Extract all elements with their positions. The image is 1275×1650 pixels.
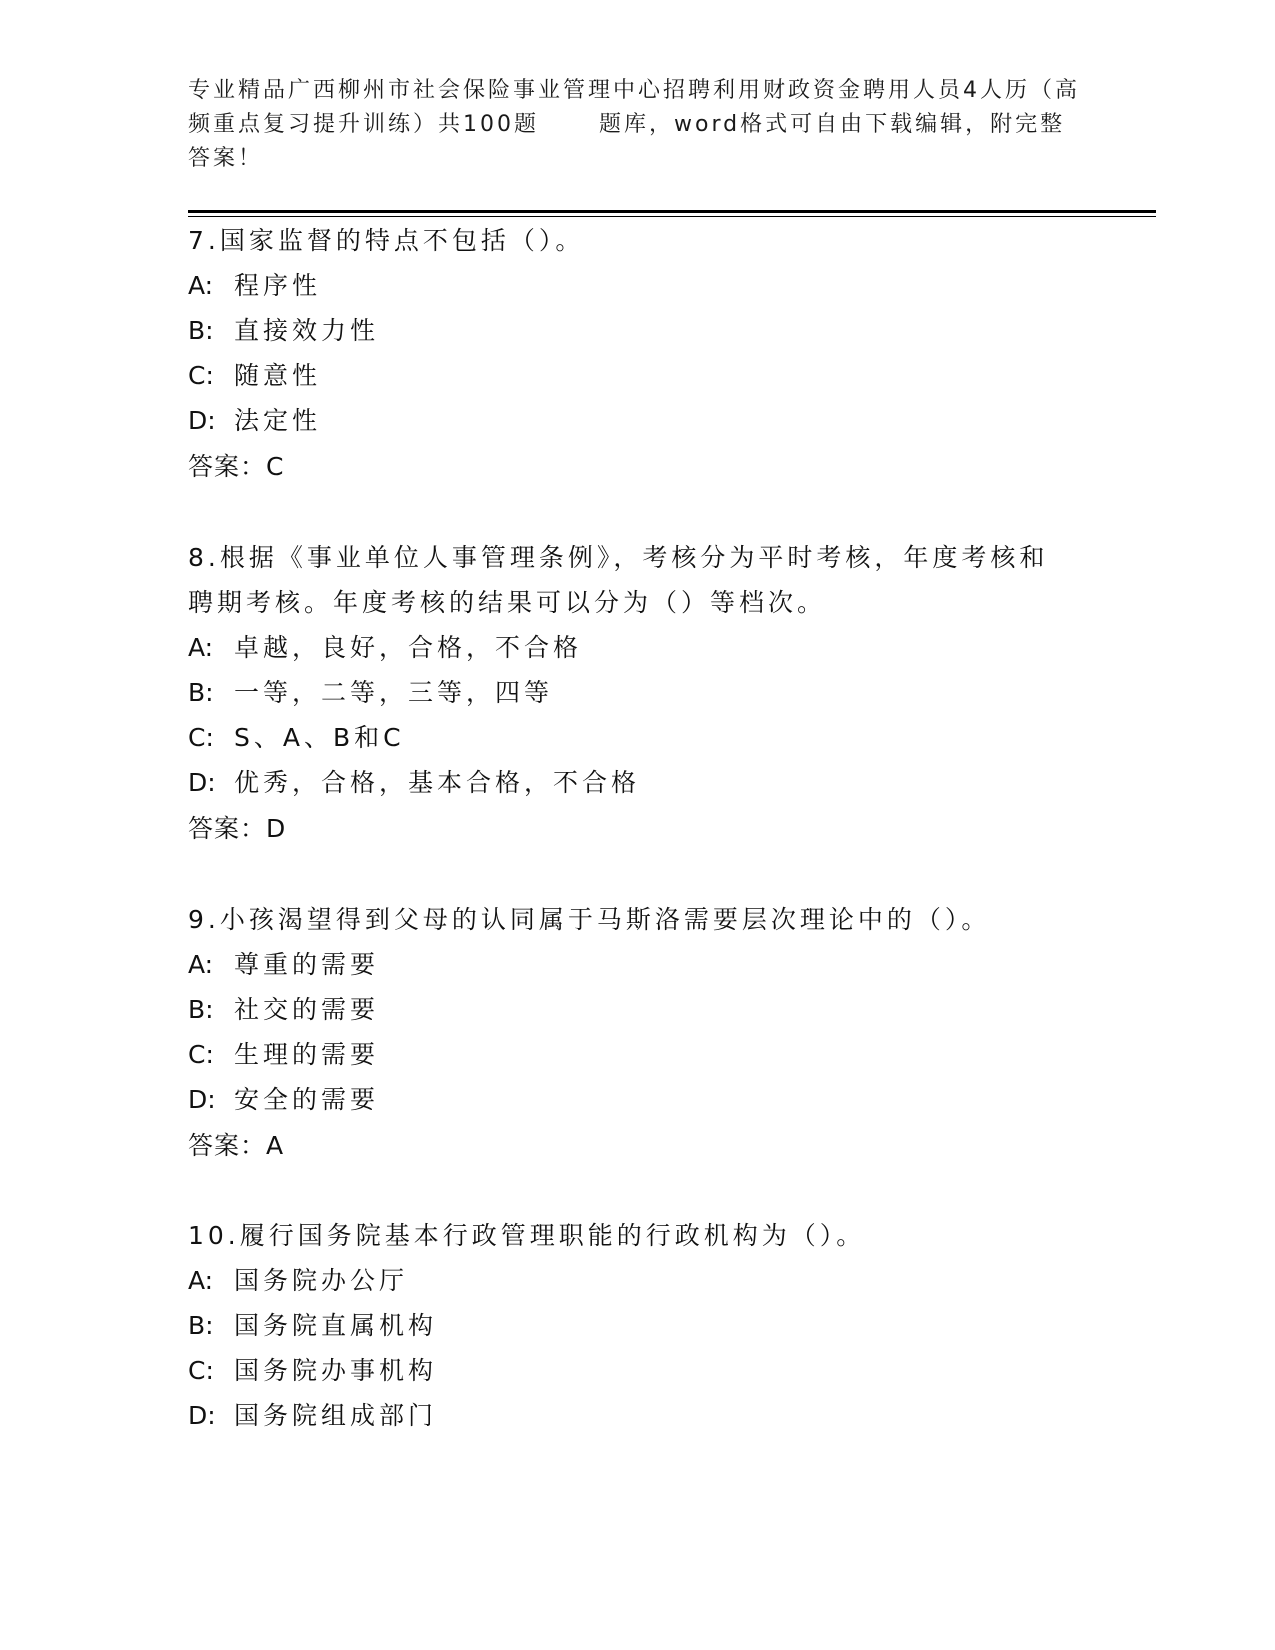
question-7 <box>188 218 1128 490</box>
option-key: A: <box>188 1266 214 1295</box>
option-c <box>188 1348 1128 1393</box>
option-key: B: <box>188 678 214 707</box>
option-d <box>188 760 1128 805</box>
option-d <box>188 1393 1128 1438</box>
header-divider-thin <box>188 216 1156 217</box>
header-line-1: 专业精品广西柳州市社会保险事业管理中心招聘利用财政资金聘用人员4人历（高 <box>188 78 1080 103</box>
header-line-2 <box>188 108 1088 142</box>
header-line-3: 答案！ <box>188 146 264 171</box>
option-text: 优秀，合格，基本合格，不合格 <box>234 768 641 797</box>
document-header <box>188 74 1088 176</box>
option-key: B: <box>188 995 214 1024</box>
option-text: 国务院办事机构 <box>234 1356 438 1385</box>
option-text: 直接效力性 <box>234 316 380 345</box>
answer-line: 答案：A <box>188 1131 285 1160</box>
option-a <box>188 625 1128 670</box>
answer-line: 答案：D <box>188 814 287 843</box>
option-b <box>188 987 1128 1032</box>
header-line-2-part-b: 题库，word格式可自由下载编辑，附完整 <box>599 112 1066 137</box>
option-text: 国务院组成部门 <box>234 1401 438 1430</box>
option-text: S、A、B和C <box>234 723 405 752</box>
option-key: A: <box>188 271 214 300</box>
option-b <box>188 308 1128 353</box>
option-key: C: <box>188 723 214 752</box>
option-key: B: <box>188 316 214 345</box>
option-text: 一等，二等，三等，四等 <box>234 678 554 707</box>
option-key: B: <box>188 1311 214 1340</box>
option-a <box>188 1258 1128 1303</box>
option-key: C: <box>188 1356 214 1385</box>
option-key: D: <box>188 1085 216 1114</box>
option-a <box>188 263 1128 308</box>
option-a <box>188 942 1128 987</box>
option-text: 随意性 <box>234 361 322 390</box>
question-9 <box>188 897 1128 1169</box>
option-key: C: <box>188 361 214 390</box>
option-key: D: <box>188 406 216 435</box>
option-text: 程序性 <box>234 271 322 300</box>
option-text: 安全的需要 <box>234 1085 380 1114</box>
header-divider-thick <box>188 210 1156 213</box>
option-b <box>188 670 1128 715</box>
option-key: D: <box>188 768 216 797</box>
option-key: C: <box>188 1040 214 1069</box>
question-stem: 9.小孩渴望得到父母的认同属于马斯洛需要层次理论中的（）。 <box>188 905 991 934</box>
option-key: D: <box>188 1401 216 1430</box>
question-stem: 10.履行国务院基本行政管理职能的行政机构为（）。 <box>188 1221 866 1250</box>
option-text: 国务院办公厅 <box>234 1266 409 1295</box>
option-key: A: <box>188 950 214 979</box>
question-stem: 7.国家监督的特点不包括（）。 <box>188 226 585 255</box>
question-stem-line-2: 聘期考核。年度考核的结果可以分为（）等档次。 <box>188 588 827 617</box>
option-key: A: <box>188 633 214 662</box>
option-text: 国务院直属机构 <box>234 1311 438 1340</box>
option-text: 法定性 <box>234 406 322 435</box>
option-text: 卓越，良好，合格，不合格 <box>234 633 583 662</box>
option-text: 生理的需要 <box>234 1040 380 1069</box>
option-c <box>188 715 1128 760</box>
header-line-2-part-a: 频重点复习提升训练）共100题 <box>188 112 539 137</box>
option-text: 社交的需要 <box>234 995 380 1024</box>
question-10 <box>188 1213 1128 1438</box>
option-b <box>188 1303 1128 1348</box>
option-d <box>188 1077 1128 1122</box>
option-c <box>188 1032 1128 1077</box>
option-d <box>188 398 1128 443</box>
answer-line: 答案：C <box>188 452 285 481</box>
option-c <box>188 353 1128 398</box>
question-8 <box>188 535 1128 852</box>
option-text: 尊重的需要 <box>234 950 380 979</box>
question-stem-line-1: 8.根据《事业单位人事管理条例》，考核分为平时考核，年度考核和 <box>188 543 1049 572</box>
